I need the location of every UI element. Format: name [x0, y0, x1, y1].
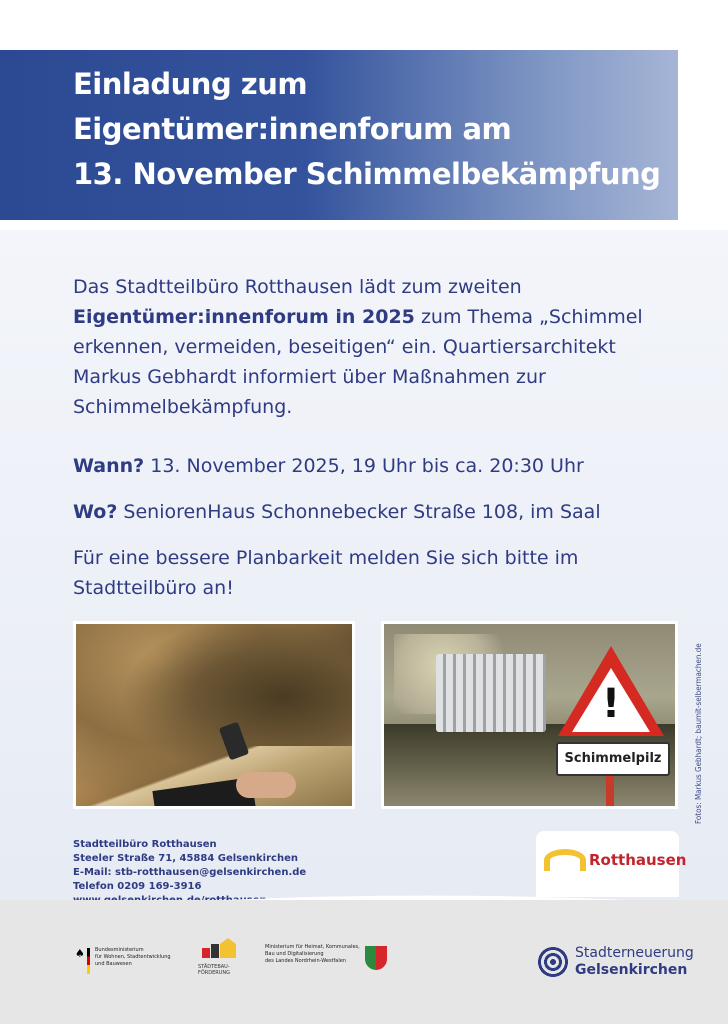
contact-name: Stadtteilbüro Rotthausen	[73, 839, 217, 850]
nrw-line-2: Bau und Digitalisierung	[265, 951, 324, 957]
when-label: Wann?	[73, 455, 145, 477]
contact-email[interactable]: E-Mail: stb-rotthausen@gelsenkirchen.de	[73, 867, 307, 878]
title-line-2: Eigentümer:innenforum am	[73, 112, 512, 146]
registration-note: Für eine bessere Planbarkeit melden Sie sich bitte im Stadtteilbüro an!	[73, 547, 579, 599]
bund-line-2: für Wohnen, Stadtentwicklung	[95, 954, 171, 960]
schimmelpilz-sign: Schimmelpilz	[556, 742, 670, 776]
where-value: SeniorenHaus Schonnebecker Straße 108, im Saal	[117, 501, 601, 523]
rotthausen-logo-text: Rotthausen	[589, 851, 687, 869]
photo-credit	[694, 624, 710, 824]
nrw-logo-text	[265, 944, 360, 965]
where-label: Wo?	[73, 501, 118, 523]
when-line	[73, 452, 584, 480]
title-line-3: 13. November Schimmelbekämpfung	[73, 157, 661, 191]
intro-text-2: zum Thema „Schimmel erkennen, vermeiden, beseitigen“ ein. Quartiersarchitekt Markus Gebhardt informiert über Maßnahmen zur Schimmelbekämpfung.	[73, 306, 643, 418]
bund-line-1: Bundesministerium	[95, 947, 144, 953]
when-value: 13. November 2025, 19 Uhr bis ca. 20:30 Uhr	[144, 455, 584, 477]
mold-wall-photo	[73, 621, 355, 809]
contact-phone: Telefon 0209 169-3916	[73, 881, 202, 892]
mold-warning-photo	[381, 621, 678, 809]
nrw-line-3: des Landes Nordrhein-Westfalen	[265, 958, 346, 964]
stadterneuerung-line-2: Gelsenkirchen	[575, 962, 688, 978]
sun-arc-icon	[544, 849, 586, 871]
page-title	[73, 62, 660, 197]
stadterneuerung-text	[575, 945, 694, 979]
intro-paragraph	[73, 272, 663, 422]
intro-text-1: Das Stadtteilbüro Rotthausen lädt zum zweiten	[73, 276, 522, 298]
house-icon	[202, 936, 236, 958]
intro-bold: Eigentümer:innenforum in 2025	[73, 306, 415, 328]
bund-logo-text	[95, 947, 171, 968]
radiator-icon	[436, 654, 546, 732]
where-line	[73, 498, 601, 526]
staedtebau-text	[198, 964, 230, 976]
title-line-1: Einladung zum	[73, 67, 308, 101]
stadterneuerung-icon	[536, 945, 570, 979]
contact-address: Steeler Straße 71, 45884 Gelsenkirchen	[73, 853, 298, 864]
rotthausen-logo	[536, 831, 687, 897]
staedtebau-line-2: FÖRDERUNG	[198, 970, 231, 976]
bund-line-3: und Bauwesen	[95, 961, 132, 967]
nrw-crest-icon	[365, 946, 387, 970]
staedtebau-line-1: STÄDTEBAU-	[198, 964, 230, 970]
eagle-icon: ♠	[75, 947, 85, 960]
exclamation-icon: !	[601, 681, 621, 727]
staedtebau-logo	[198, 936, 240, 986]
nrw-line-1: Ministerium für Heimat, Kommunales,	[265, 944, 360, 950]
stadterneuerung-line-1: Stadterneuerung	[575, 945, 694, 961]
photo-hand	[236, 772, 296, 798]
german-flag-icon	[87, 948, 90, 974]
photo-credit-text: Fotos: Markus Gebhardt; baumit-selbermachen.de	[694, 643, 703, 824]
